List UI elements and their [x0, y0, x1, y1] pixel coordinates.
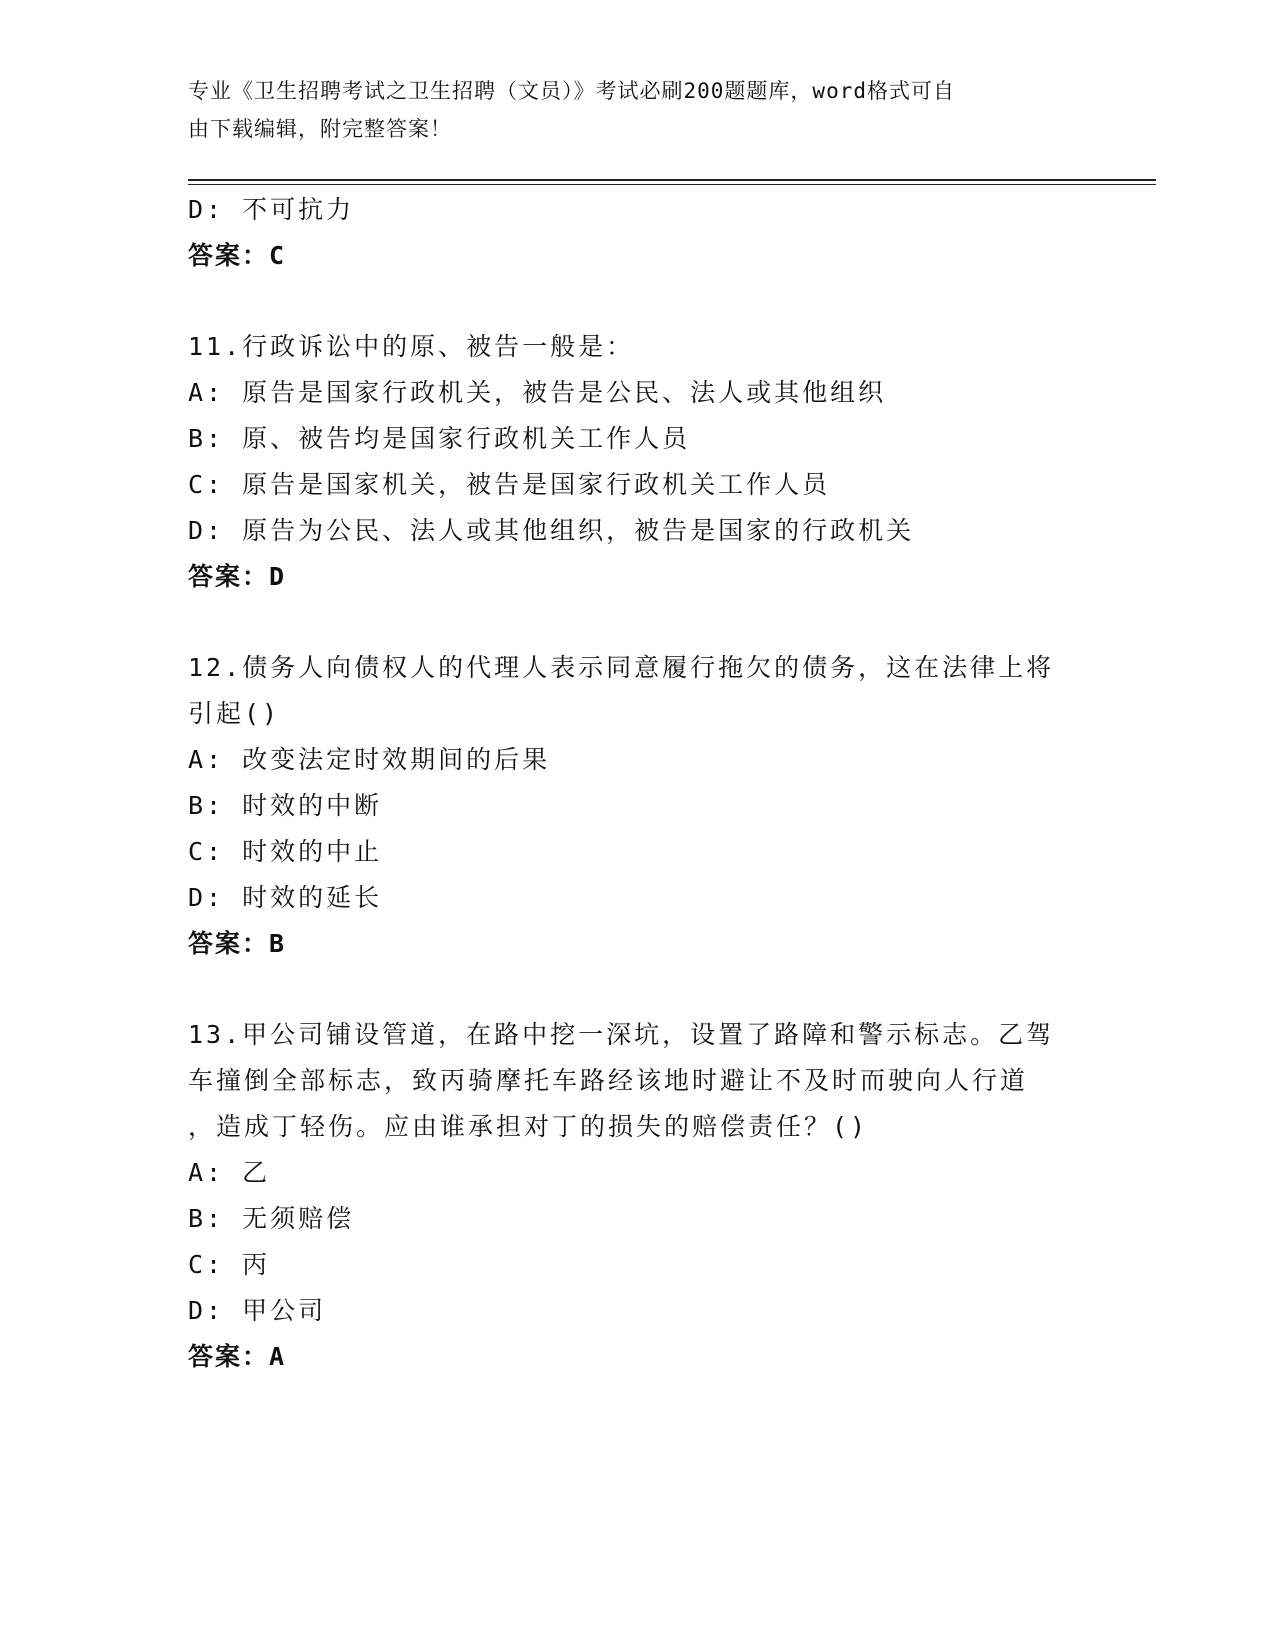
option-d-prev: D: 不可抗力 — [188, 195, 355, 224]
question-stem-line-3: ，造成丁轻伤。应由谁承担对丁的损失的赔偿责任？() — [188, 1112, 869, 1141]
question-stem-line-2: 引起() — [188, 699, 281, 728]
option-d: D: 时效的延长 — [188, 883, 383, 912]
answer: 答案：B — [188, 929, 287, 958]
header-divider-thin — [188, 184, 1156, 185]
question-stem: 11.行政诉讼中的原、被告一般是： — [188, 332, 635, 361]
question-stem-line-1: 12.债务人向债权人的代理人表示同意履行拖欠的债务，这在法律上将 — [188, 653, 1055, 682]
option-a: A: 改变法定时效期间的后果 — [188, 745, 551, 774]
question-13 — [188, 1012, 1088, 1380]
question-11 — [188, 324, 1088, 600]
document-header — [188, 72, 1068, 148]
answer: 答案：D — [188, 562, 287, 591]
answer: 答案：A — [188, 1342, 287, 1371]
option-b: B: 无须赔偿 — [188, 1204, 355, 1233]
header-line-2: 由下载编辑，附完整答案！ — [188, 117, 452, 141]
option-b: B: 原、被告均是国家行政机关工作人员 — [188, 424, 691, 453]
header-line-1: 专业《卫生招聘考试之卫生招聘（文员）》考试必刷200题题库，word格式可自 — [188, 79, 955, 103]
option-b: B: 时效的中断 — [188, 791, 383, 820]
document-body — [188, 187, 1088, 1380]
option-a: A: 乙 — [188, 1158, 271, 1187]
question-stem-line-2: 车撞倒全部标志，致丙骑摩托车路经该地时避让不及时而驶向人行道 — [188, 1066, 1029, 1095]
option-a: A: 原告是国家行政机关，被告是公民、法人或其他组织 — [188, 378, 887, 407]
option-c: C: 时效的中止 — [188, 837, 383, 866]
question-12 — [188, 645, 1088, 967]
header-divider-thick — [188, 179, 1156, 181]
question-stem-line-1: 13.甲公司铺设管道，在路中挖一深坑，设置了路障和警示标志。乙驾 — [188, 1020, 1055, 1049]
option-d: D: 甲公司 — [188, 1296, 327, 1325]
option-c: C: 丙 — [188, 1250, 271, 1279]
answer-prev: 答案：C — [188, 241, 287, 270]
option-c: C: 原告是国家机关，被告是国家行政机关工作人员 — [188, 470, 831, 499]
option-d: D: 原告为公民、法人或其他组织，被告是国家的行政机关 — [188, 516, 915, 545]
